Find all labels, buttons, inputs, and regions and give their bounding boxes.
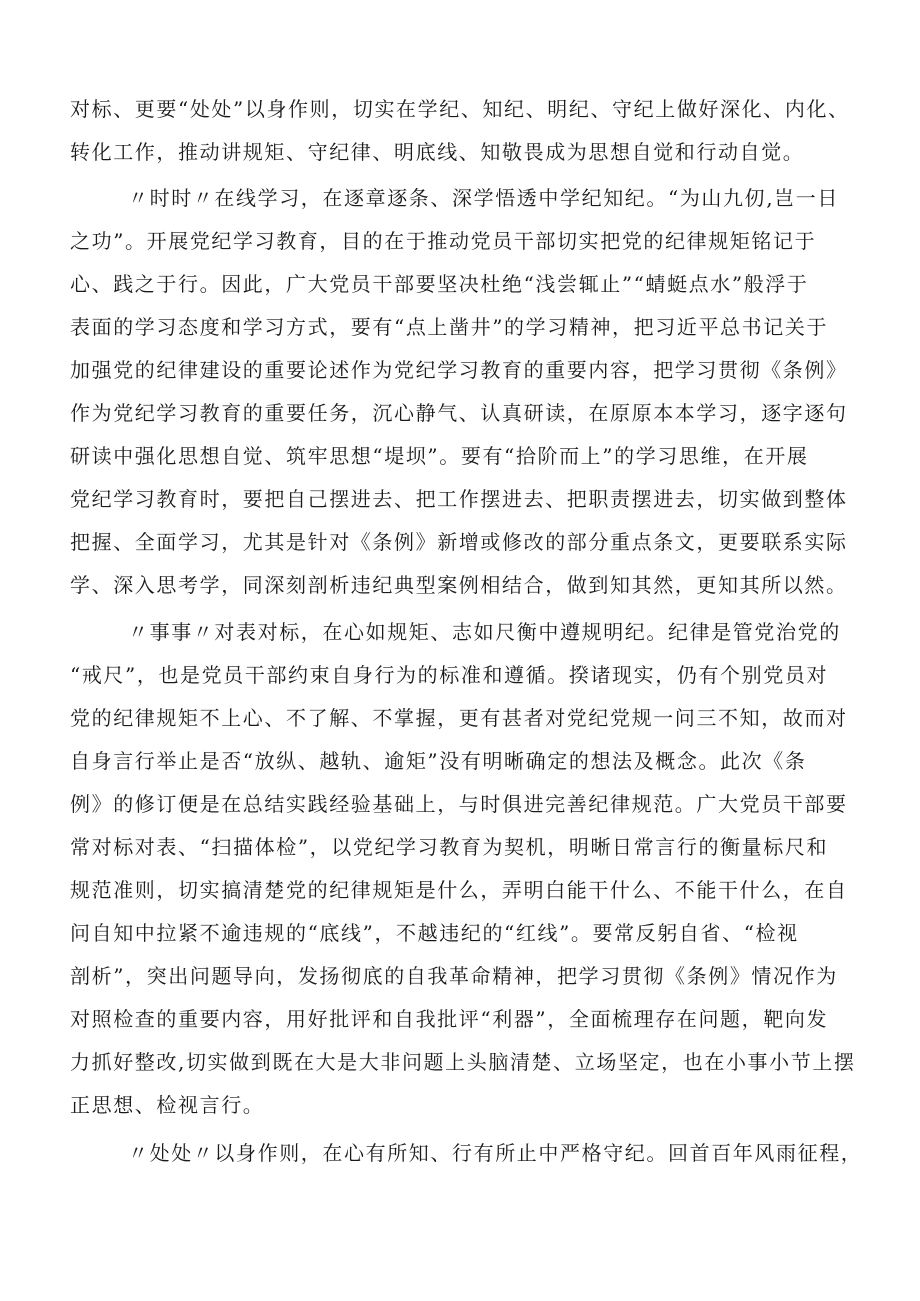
text-line: 表面的学习态度和学习方式，要有“点上凿井”的学习精神，把习近平总书记关于 (70, 315, 829, 339)
text-line: 常对标对表、“扫描体检”，以党纪学习教育为契机，明晰日常言行的衡量标尺和 (70, 835, 829, 859)
text-line: 对标、更要“处处”以身作则，切实在学纪、知纪、明纪、守纪上做好深化、内化、 (70, 97, 850, 121)
text-line: 作为党纪学习教育的重要任务，沉心静气、认真研读，在原原本本学习，逐字逐句 (70, 401, 848, 425)
text-line: 正思想、检视言行。 (70, 1093, 265, 1117)
text-line: 把握、全面学习，尤其是针对《条例》新增或修改的部分重点条文，更要联系实际 (70, 530, 848, 554)
text-line: 党的纪律规矩不上心、不了解、不掌握，更有甚者对党纪党规一问三不知，故而对 (70, 706, 848, 730)
text-line: 党纪学习教育时，要把自己摆进去、把工作摆进去、把职责摆进去，切实做到整体 (70, 487, 848, 511)
text-line: 学、深入思考学，同深刻剖析违纪典型案例相结合，做到知其然，更知其所以然。 (70, 573, 848, 597)
paragraph-first-line: 〃事事〃对表对标，在心如规矩、志如尺衡中遵规明纪。纪律是管党治党的 (128, 620, 841, 644)
text-line: 规范准则，切实搞清楚党的纪律规矩是什么，弄明白能干什么、不能干什么，在自 (70, 878, 848, 902)
text-line: 心、践之于行。因此，广大党员干部要坚决杜绝“浅尝辄止”“蜻蜓点水”般浮于 (70, 272, 809, 296)
text-line: “戒尺”，也是党员干部约束自身行为的标准和遵循。揆诸现实，仍有个别党员对 (70, 663, 829, 687)
text-line: 自身言行举止是否“放纵、越轨、逾矩”没有明晰确定的想法及概念。此次《条 (70, 749, 807, 773)
text-line: 力抓好整改,切实做到既在大是大非问题上头脑清楚、立场坚定，也在小事小节上摆 (70, 1050, 856, 1074)
text-line: 对照检查的重要内容，用好批评和自我批评“利器”，全面梳理存在问题，靶向发 (70, 1007, 829, 1031)
text-line: 研读中强化思想自觉、筑牢思想“堤坝”。要有“拾阶而上”的学习思维，在开展 (70, 444, 809, 468)
text-line: 问自知中拉紧不逾违规的“底线”，不越违纪的“红线”。要常反躬自省、“检视 (70, 921, 799, 945)
text-line: 例》的修订便是在总结实践经验基础上，与时俱进完善纪律规范。广大党员干部要 (70, 792, 848, 816)
paragraph-first-line: 〃处处〃以身作则，在心有所知、行有所止中严格守纪。回首百年风雨征程， (128, 1141, 863, 1165)
text-line: 之功”。开展党纪学习教育，目的在于推动党员干部切实把党的纪律规矩铭记于 (70, 229, 817, 253)
paragraph-first-line: 〃时时〃在线学习，在逐章逐条、深学悟透中学纪知纪。“为山九仞,岂一日 (128, 186, 839, 210)
text-line: 转化工作，推动讲规矩、守纪律、明底线、知敬畏成为思想自觉和行动自觉。 (70, 140, 805, 164)
text-line: 剖析”，突出问题导向，发扬彻底的自我革命精神，把学习贯彻《条例》情况作为 (70, 964, 838, 988)
text-line: 加强党的纪律建设的重要论述作为党纪学习教育的重要内容，把学习贯彻《条例》 (70, 358, 848, 382)
